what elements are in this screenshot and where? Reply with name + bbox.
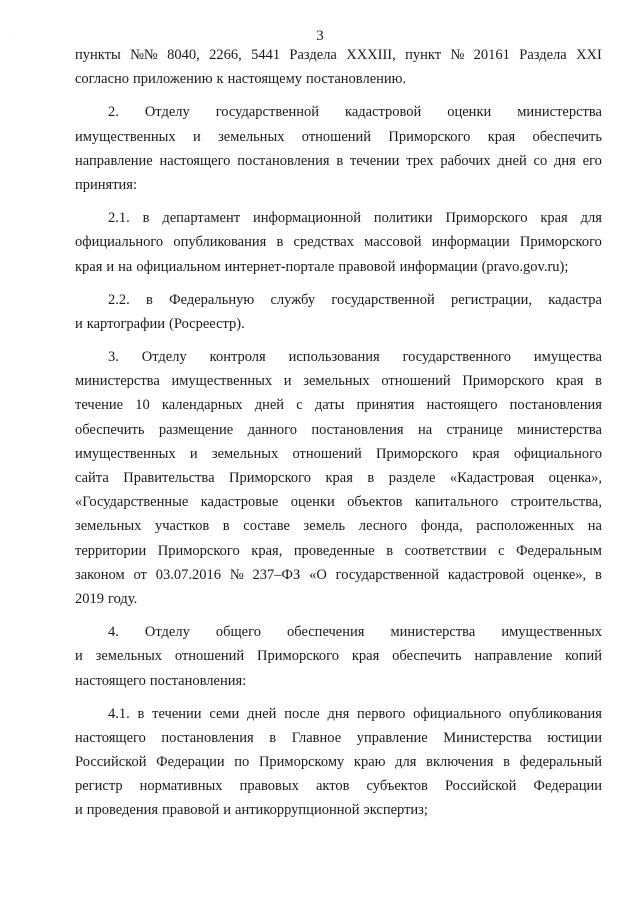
word: службу — [270, 291, 316, 308]
word: отношений — [174, 648, 245, 665]
word: опубликования — [509, 705, 602, 722]
word: и — [283, 373, 292, 390]
word: официального — [413, 705, 502, 722]
word: участков — [155, 518, 210, 535]
word: его — [582, 152, 602, 169]
word: и — [75, 315, 83, 332]
word: правовой — [338, 258, 396, 275]
word: края, — [251, 542, 283, 559]
word: дней — [254, 397, 285, 414]
word: Главное — [291, 729, 342, 746]
word: году. — [108, 590, 138, 607]
word: в — [142, 210, 150, 227]
word: министерства — [517, 421, 602, 438]
word: государственной — [215, 104, 320, 121]
word: края — [556, 373, 584, 390]
word: края — [325, 470, 353, 486]
text-line — [75, 173, 602, 197]
word: объектов — [347, 494, 403, 511]
word: в — [595, 566, 602, 583]
word: кадастровой — [447, 566, 525, 583]
word: на — [118, 258, 133, 275]
word: отношений — [292, 445, 362, 462]
word: по — [234, 754, 250, 771]
word: проведенные — [293, 542, 375, 559]
text-line — [75, 43, 602, 67]
word: правовых — [239, 778, 299, 795]
word: первого — [357, 705, 406, 722]
word: 2266, — [209, 47, 242, 63]
text-line — [75, 669, 602, 693]
word: официального — [75, 234, 164, 251]
word: 5441 — [251, 47, 281, 63]
word: Приморского — [445, 210, 528, 227]
paragraph — [75, 288, 602, 336]
word: направление — [474, 648, 553, 665]
word: и — [75, 648, 83, 665]
word: земель — [303, 518, 346, 535]
text-line — [75, 288, 602, 312]
word: дней — [497, 152, 527, 169]
word: лесного — [358, 518, 408, 535]
text-line — [75, 206, 602, 230]
word: (Росреестр). — [169, 315, 245, 332]
paragraph — [75, 43, 602, 91]
word: средствах — [293, 234, 354, 251]
word: официального — [513, 445, 602, 462]
word: включения — [426, 754, 494, 771]
word: и — [75, 802, 83, 819]
word: постановления: — [149, 672, 247, 689]
word: в — [276, 234, 284, 251]
text-line — [75, 563, 602, 587]
word: в — [146, 291, 153, 308]
word: в — [269, 729, 277, 746]
word: имущественных — [75, 445, 176, 462]
word: Приморского — [157, 542, 240, 559]
paragraph — [75, 206, 602, 279]
word: «Государственные — [75, 494, 189, 511]
word: с — [296, 397, 303, 414]
word: 2.2. — [108, 291, 130, 308]
word: Министерства — [443, 729, 532, 746]
word: 03.07.2016 — [155, 566, 221, 583]
word: календарных — [161, 397, 243, 414]
word: с — [498, 542, 505, 559]
text-line — [75, 125, 602, 149]
text-line — [75, 490, 602, 514]
word: земельных — [303, 373, 370, 390]
word: массовой — [364, 234, 422, 251]
word: государственной — [331, 291, 435, 308]
word: Российской — [444, 778, 517, 795]
word: законом — [75, 566, 125, 583]
word: в — [503, 754, 510, 771]
word: Раздела — [289, 47, 337, 63]
word: XXXIII, — [346, 47, 396, 63]
word: антикоррупционной — [235, 802, 360, 819]
word: размещение — [158, 421, 234, 438]
word: федеральный — [519, 754, 602, 771]
word: Отделу — [144, 104, 190, 121]
text-line — [75, 587, 602, 611]
word: капитального — [414, 494, 499, 511]
text-line — [75, 539, 602, 563]
word: края — [75, 258, 103, 275]
word: Правительства — [123, 470, 215, 486]
word: и — [192, 128, 201, 145]
word: обеспечить — [392, 648, 462, 665]
word: для — [395, 754, 417, 771]
word: копий — [565, 648, 602, 665]
paragraph — [75, 345, 602, 611]
word: пункты — [75, 47, 121, 63]
word: оценки — [447, 104, 492, 121]
word: края — [472, 445, 500, 462]
word: «О — [309, 566, 327, 583]
word: имущественных — [501, 624, 602, 641]
word: разделе — [388, 470, 436, 486]
text-line — [75, 750, 602, 774]
word: Приморского — [462, 373, 545, 390]
word: министерства — [390, 624, 476, 641]
word: в — [386, 542, 394, 559]
word: после — [284, 705, 320, 722]
word: фонда, — [420, 518, 463, 535]
word: в — [595, 373, 602, 390]
word: управление — [356, 729, 428, 746]
text-line — [75, 393, 602, 417]
word: XXI — [576, 47, 602, 63]
word: контроля — [209, 349, 266, 366]
word: опубликования — [173, 234, 267, 251]
word: постановления — [161, 729, 254, 746]
word: течении — [152, 705, 202, 722]
text-line — [75, 466, 602, 490]
word: пункт — [405, 47, 442, 63]
text-line — [75, 418, 602, 442]
word: 8040, — [167, 47, 200, 63]
word: Российской — [75, 754, 147, 771]
text-line — [75, 442, 602, 466]
word: в — [137, 705, 145, 722]
word: в — [367, 470, 375, 486]
word: информации — [431, 234, 510, 251]
word: юстиции — [547, 729, 602, 746]
word: Приморского — [257, 648, 340, 665]
word: земельных — [75, 518, 142, 535]
text-line — [75, 369, 602, 393]
word: кадастровые — [200, 494, 279, 511]
word: 237–ФЗ — [252, 566, 301, 583]
word: использования — [288, 349, 380, 366]
word: 2019 — [75, 590, 104, 607]
word: 2. — [108, 104, 119, 121]
word: приложению — [133, 71, 213, 88]
margin-mark: · — [10, 30, 12, 36]
word: правовой — [162, 802, 220, 819]
word: согласно — [75, 71, 130, 88]
word: и — [106, 258, 115, 275]
word: общего — [215, 624, 261, 641]
word: настоящего — [426, 397, 498, 414]
word: дня — [554, 152, 576, 169]
document-body — [75, 43, 602, 832]
word: Приморскому — [258, 754, 345, 771]
word: настоящего — [75, 672, 146, 689]
word: в — [222, 518, 230, 535]
word: экспертиз; — [363, 802, 428, 819]
word: 4.1. — [108, 705, 130, 722]
word: дней — [247, 705, 277, 722]
word: 4. — [108, 624, 119, 641]
word: Федерации — [156, 754, 225, 771]
text-line — [75, 702, 602, 726]
word: настоящего — [159, 152, 231, 169]
text-line — [75, 798, 602, 822]
word: «Кадастровая — [449, 470, 535, 486]
word: края — [351, 648, 380, 665]
text-line — [75, 726, 602, 750]
word: земельных — [218, 128, 285, 145]
text-line — [75, 67, 602, 91]
word: земельных — [95, 648, 163, 665]
word: и — [189, 445, 198, 462]
word: обеспечения — [287, 624, 365, 641]
word: № — [450, 47, 465, 63]
word: на — [587, 518, 602, 535]
page-number: 3 — [316, 28, 324, 44]
word: данного — [247, 421, 297, 438]
word: нормативных — [139, 778, 223, 795]
word: на — [417, 421, 433, 438]
word: информационной — [252, 210, 361, 227]
word: субъектов — [366, 778, 428, 795]
word: кадастра — [548, 291, 602, 308]
word: имущественных — [75, 128, 176, 145]
word: течение — [75, 397, 124, 414]
word: департамент — [162, 210, 241, 227]
word: 10 — [135, 397, 150, 414]
word: информации — [399, 258, 478, 275]
word: актов — [315, 778, 350, 795]
word: 3. — [108, 349, 119, 366]
text-line — [75, 620, 602, 644]
word: Приморского — [519, 234, 602, 251]
text-line — [75, 255, 602, 279]
word: странице — [446, 421, 503, 438]
word: оценка», — [548, 470, 602, 486]
word: (pravo.gov.ru); — [481, 258, 569, 275]
word: семи — [209, 705, 240, 722]
word: отношений — [381, 373, 451, 390]
word: 2.1. — [108, 210, 130, 227]
word: официальном — [136, 258, 221, 275]
word: постановлению. — [306, 71, 407, 88]
word: политики — [373, 210, 433, 227]
word: постановления — [311, 421, 404, 438]
word: территории — [75, 542, 147, 559]
paragraph — [75, 100, 602, 197]
paragraph — [75, 620, 602, 693]
word: расположенных — [476, 518, 575, 535]
word: течении — [350, 152, 400, 169]
paragraph — [75, 702, 602, 823]
word: со — [533, 152, 548, 169]
word: принятия — [356, 397, 415, 414]
word: проведения — [86, 802, 159, 819]
word: министерства — [75, 373, 160, 390]
word: Раздела — [519, 47, 567, 63]
word: строительства, — [510, 494, 602, 511]
word: принятия: — [75, 176, 137, 193]
word: 20161 — [473, 47, 510, 63]
word: настоящему — [227, 71, 303, 88]
word: трех — [406, 152, 434, 169]
word: составе — [243, 518, 290, 535]
text-line — [75, 644, 602, 668]
word: краю — [353, 754, 386, 771]
word: Приморского — [229, 470, 312, 486]
word: дня — [327, 705, 350, 722]
word: соответствии — [404, 542, 487, 559]
word: постановления — [237, 152, 330, 169]
word: края — [487, 128, 516, 145]
word: картографии — [86, 315, 166, 332]
word: и — [223, 802, 232, 819]
word: имущественных — [171, 373, 273, 390]
word: кадастровой — [345, 104, 422, 121]
word: обеспечить — [532, 128, 602, 145]
word: регистр — [75, 778, 123, 795]
word: отношений — [301, 128, 372, 145]
word: № — [229, 566, 244, 583]
word: имущества — [533, 349, 602, 366]
text-line — [75, 312, 602, 336]
word: государственной — [335, 566, 440, 583]
text-line — [75, 345, 602, 369]
text-line — [75, 230, 602, 254]
word: настоящего — [75, 729, 146, 746]
text-line — [75, 514, 602, 538]
word: земельных — [211, 445, 279, 462]
word: края — [540, 210, 568, 227]
word: Отделу — [144, 624, 190, 641]
word: рабочих — [440, 152, 491, 169]
word: оценки — [290, 494, 335, 511]
word: министерства — [517, 104, 602, 121]
word: от — [133, 566, 147, 583]
word: даты — [314, 397, 345, 414]
word: сайта — [75, 470, 109, 486]
word: регистрации, — [451, 291, 532, 308]
word: интернет-портале — [224, 258, 335, 275]
word: Приморского — [388, 128, 471, 145]
word: Федерации — [533, 778, 602, 795]
word: Федеральным — [516, 542, 602, 559]
word: в — [336, 152, 344, 169]
word: Отделу — [141, 349, 187, 366]
text-line — [75, 149, 602, 173]
word: постановления — [509, 397, 602, 414]
word: №№ — [130, 47, 158, 63]
word: Федеральную — [169, 291, 255, 308]
word: Приморского — [375, 445, 458, 462]
word: к — [216, 71, 224, 88]
word: государственного — [402, 349, 511, 366]
word: направление — [75, 152, 153, 169]
word: оценке», — [532, 566, 587, 583]
text-line — [75, 774, 602, 798]
text-line — [75, 100, 602, 124]
word: обеспечить — [75, 421, 145, 438]
word: для — [580, 210, 602, 227]
